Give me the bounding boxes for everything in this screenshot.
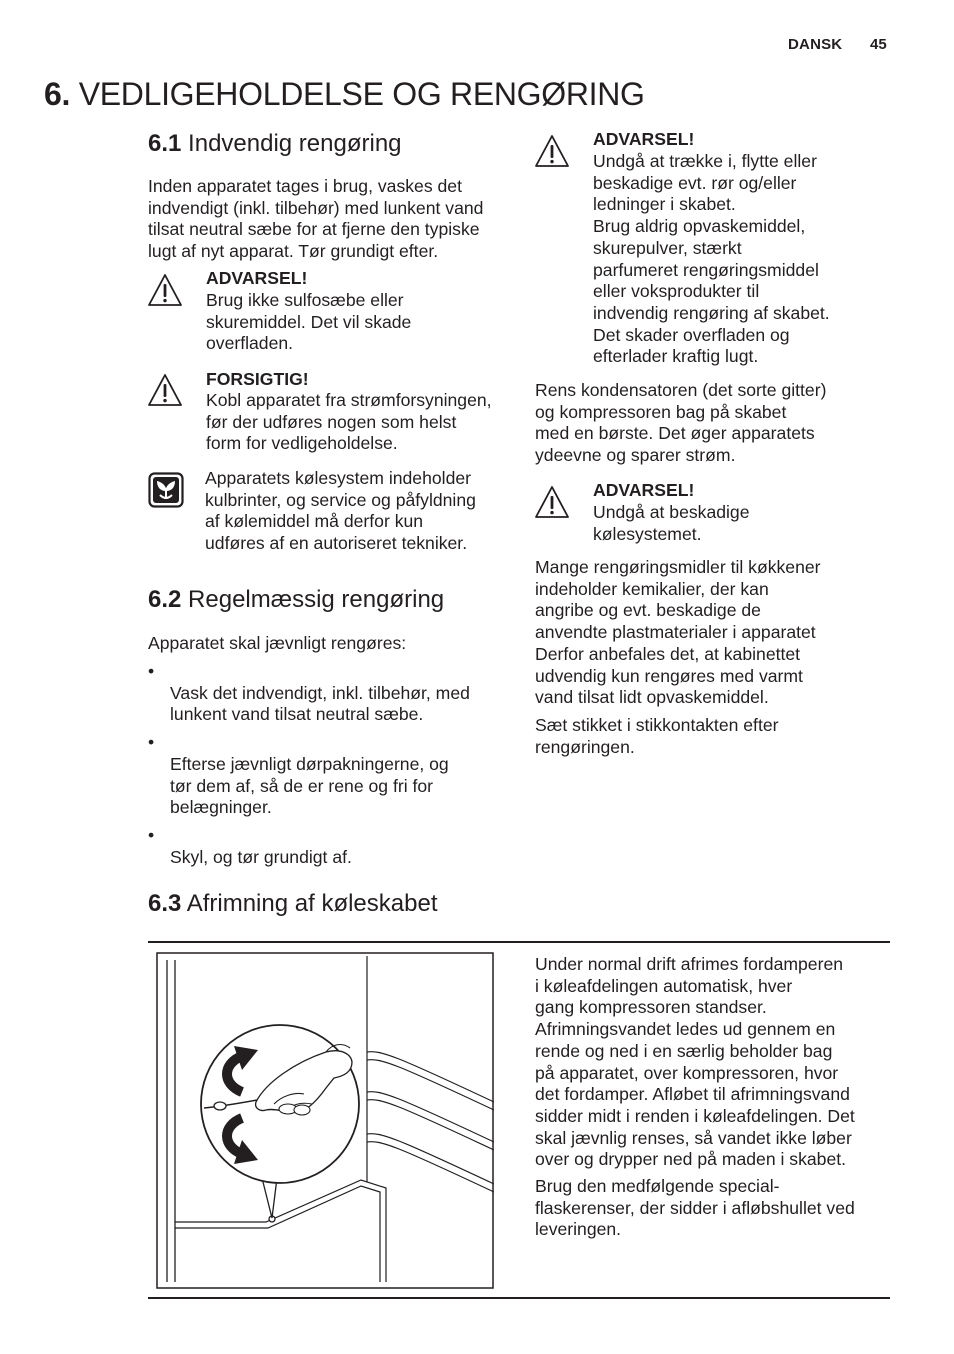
defrost-drain-cleaning-illustration xyxy=(156,952,494,1289)
bullet-dot: • xyxy=(148,732,155,753)
section-6-1-intro: Inden apparatet tages i brug, vaskes det indvendigt (inkl. tilbehør) med lunkent vand tilsat neutral sæbe for at fjerne den typiske lugt af nyt apparat. Tør grundigt efter. xyxy=(148,176,484,262)
caution-text: Kobl apparatet fra strømforsyningen, før der udføres nogen som helst form for vedligeholdelse. xyxy=(206,390,492,454)
warning-3-text: Undgå at beskadige kølesystemet. xyxy=(593,502,750,544)
section-6-2-number: 6.2 xyxy=(148,586,182,613)
section-6-2-bullet-list xyxy=(148,661,518,874)
environment-text: Apparatets kølesystem indeholder kulbrinter, og service og påfyldning af kølemiddel må derfor kun udføres af en autoriseret tekniker. xyxy=(205,468,476,554)
section-6-2-intro: Apparatet skal jævnligt rengøres: xyxy=(148,633,407,653)
bullet-text: Vask det indvendigt, inkl. tilbehør, med lunkent vand tilsat neutral sæbe. xyxy=(170,682,470,725)
bullet-item xyxy=(148,661,518,726)
section-6-1-number: 6.1 xyxy=(148,130,182,157)
caution-triangle-icon xyxy=(147,372,183,408)
caution-title: FORSIGTIG! xyxy=(206,369,309,389)
chapter-title-text: VEDLIGEHOLDELSE OG RENGØRING xyxy=(78,76,645,112)
section-6-3-title: Afrimning af køleskabet xyxy=(186,890,438,917)
page-number: 45 xyxy=(870,36,887,53)
bullet-text: Efterse jævnligt dørpakningerne, og tør dem af, så de er rene og fri for belægninger. xyxy=(170,753,449,818)
bullet-text: Skyl, og tør grundigt af. xyxy=(170,846,352,867)
section-6-3-heading xyxy=(148,890,438,918)
warning-1-text: Brug ikke sulfosæbe eller skuremiddel. Det vil skade overfladen. xyxy=(206,290,412,354)
section-6-2-title: Regelmæssig rengøring xyxy=(188,586,445,613)
detergent-text: Mange rengøringsmidler til køkkener indeholder kemikalier, der kan angribe og evt. beskadige de anvendte plastmaterialer i apparatet Derfor anbefales det, at kabinettet udvendig kun rengøres med varmt vand tilsat lidt opvaskemiddel. xyxy=(535,557,821,708)
environment-flower-icon xyxy=(148,472,184,508)
section-6-1-heading xyxy=(148,130,402,158)
chapter-title xyxy=(44,76,645,113)
warning-2-title: ADVARSEL! xyxy=(593,129,695,149)
bullet-dot: • xyxy=(148,661,155,681)
chapter-number: 6. xyxy=(44,76,71,112)
warning-2-text: Undgå at trække i, flytte eller beskadige evt. rør og/eller ledninger i skabet. Brug aldrig opvaskemiddel, skurepulver, stærkt parfumeret rengøringsmiddel eller voksprodukter til indvendig rengøring af skabet. Det skader overfladen og efterlader kraftig lugt. xyxy=(593,151,830,367)
defrost-text-1: Under normal drift afrimes fordamperen i køleafdelingen automatisk, hver gang kompressoren standser. Afrimningsvandet ledes ud gennem en rende og ned i en særlig beholder bag på apparatet, over kompressoren, hvor det fordamper. Afløbet til afrimningsvand sidder midt i renden i køleafdelingen. Det skal jævnlig renses, så vandet ikke løber over og drypper ned på maden i skabet. xyxy=(535,954,855,1170)
plug-in-text: Sæt stikket i stikkontakten efter rengøringen. xyxy=(535,715,779,757)
warning-1-title: ADVARSEL! xyxy=(206,268,308,288)
defrost-text-2: Brug den medfølgende special- flaskerenser, der sidder i afløbshullet ved leveringen. xyxy=(535,1176,855,1240)
bullet-dot: • xyxy=(148,824,155,845)
warning-triangle-icon xyxy=(534,133,570,169)
top-rule xyxy=(148,941,890,943)
section-6-1-title: Indvendig rengøring xyxy=(188,130,402,157)
warning-3-title: ADVARSEL! xyxy=(593,480,695,500)
section-6-2-heading xyxy=(148,586,444,614)
bullet-item xyxy=(148,732,518,819)
bottom-rule xyxy=(148,1297,890,1299)
warning-triangle-icon xyxy=(147,272,183,308)
warning-triangle-icon xyxy=(534,484,570,520)
header-language: DANSK xyxy=(788,36,843,53)
condenser-cleaning-text: Rens kondensatoren (det sorte gitter) og kompressoren bag på skabet med en børste. Det øger apparatets ydeevne og sparer strøm. xyxy=(535,380,827,466)
section-6-3-number: 6.3 xyxy=(148,890,182,917)
bullet-item xyxy=(148,825,518,868)
